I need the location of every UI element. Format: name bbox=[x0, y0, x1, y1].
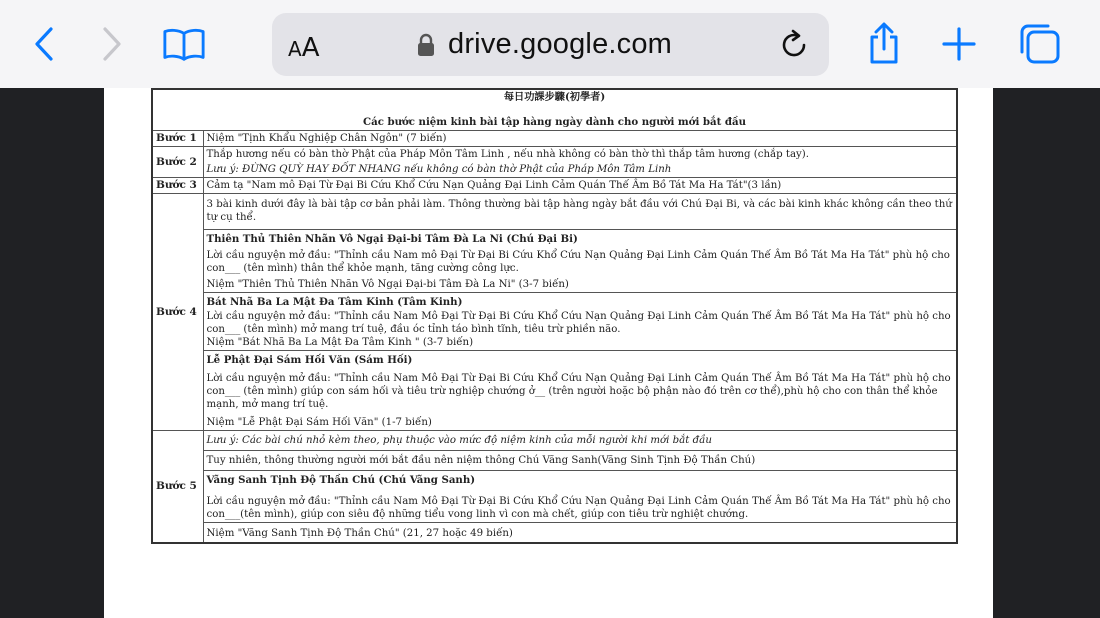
table-row bbox=[152, 147, 957, 178]
tabs-icon[interactable] bbox=[1018, 22, 1062, 66]
share-icon[interactable] bbox=[862, 22, 906, 66]
sutra-title: Thiên Thủ Thiên Nhãn Vô Ngại Đại-bi Tâm Đà La Ni (Chú Đại Bi) bbox=[206, 233, 578, 245]
back-chevron-icon[interactable] bbox=[22, 22, 66, 66]
title-vietnamese: Các bước niệm kinh bài tập hàng ngày dành cho người mới bắt đầu bbox=[152, 115, 957, 131]
sutra-recite: Niệm "Thiên Thủ Thiên Nhãn Vô Ngại Đại-bi Tâm Đà La Ni" (3-7 biến) bbox=[206, 279, 569, 290]
address-bar[interactable] bbox=[272, 13, 829, 76]
bookmarks-book-icon[interactable] bbox=[162, 22, 206, 66]
step-text: Cảm tạ "Nam mô Đại Từ Đại Bi Cứu Khổ Cứu Nạn Quảng Đại Linh Cảm Quán Thế Âm Bồ Tát Ma Ha Tát"(3 lần) bbox=[203, 178, 957, 194]
browser-toolbar bbox=[0, 0, 1100, 88]
sutra-title: Bát Nhã Ba La Mật Đa Tâm Kinh (Tâm Kinh) bbox=[206, 296, 463, 308]
sutra-prayer: Lời cầu nguyện mở đầu: "Thỉnh cầu Nam mô Đại Từ Đại Bi Cứu Khổ Cứu Nạn Quảng Đại Linh Cảm Quán Thế Âm Bồ Tát Ma Ha Tát" phù hộ cho con___ (tên mình) thân thể khỏe mạnh, tăng cường công lực. bbox=[206, 250, 950, 274]
table-row bbox=[152, 293, 957, 351]
sutra-prayer: Lời cầu nguyện mở đầu: "Thỉnh cầu Nam Mô Đại Từ Đại Bi Cứu Khổ Cứu Nạn Quảng Đại Linh Cảm Quán Thế Âm Bồ Tát Ma Ha Tát" phù hộ cho con___(tên mình), giúp con siêu độ những tiểu vong linh vì con mà chết, giúp con tiêu trừ nghiệt chướng. bbox=[206, 496, 951, 520]
table-row bbox=[152, 178, 957, 194]
sutra-title: Vãng Sanh Tịnh Độ Thần Chú (Chú Vãng Sanh) bbox=[206, 474, 476, 486]
sutra-recite: Niệm "Bát Nhã Ba La Mật Đa Tâm Kinh " (3-7 biến) bbox=[206, 337, 474, 348]
table-row bbox=[152, 131, 957, 147]
step-label: Bước 3 bbox=[152, 178, 203, 194]
table-row bbox=[152, 230, 957, 293]
sutra-block bbox=[203, 230, 957, 293]
lock-icon bbox=[416, 33, 436, 57]
url-text: drive.google.com bbox=[448, 28, 673, 60]
table-row bbox=[152, 351, 957, 431]
sutra-recite: Niệm "Vãng Sanh Tịnh Độ Thần Chú" (21, 27 hoặc 49 biến) bbox=[203, 523, 957, 544]
new-tab-plus-icon[interactable] bbox=[937, 22, 981, 66]
step-text: Niệm "Tịnh Khẩu Nghiệp Chân Ngôn" (7 biến) bbox=[203, 131, 957, 147]
table-row bbox=[152, 431, 957, 451]
step-intro: 3 bài kinh dưới đây là bài tập cơ bản phải làm. Thông thường bài tập hàng ngày bắt đầu với Chú Đại Bi, và các bài kinh khác không cần theo thứ tự cụ thể. bbox=[203, 194, 957, 230]
reload-icon[interactable] bbox=[776, 27, 812, 63]
step-content bbox=[203, 147, 957, 178]
reader-options-button[interactable]: A A bbox=[288, 33, 320, 63]
step-note: Lưu ý: Các bài chú nhỏ kèm theo, phụ thuộc vào mức độ niệm kinh của mỗi người khi mới bắt đầu bbox=[203, 431, 957, 451]
table-row bbox=[152, 471, 957, 523]
document-page bbox=[104, 88, 993, 618]
step-label: Bước 4 bbox=[152, 194, 203, 431]
step-label: Bước 1 bbox=[152, 131, 203, 147]
sutra-title: Lễ Phật Đại Sám Hối Văn (Sám Hối) bbox=[206, 354, 413, 366]
sutra-block bbox=[203, 351, 957, 431]
table-row bbox=[152, 194, 957, 230]
step-label: Bước 5 bbox=[152, 431, 203, 544]
practice-steps-table bbox=[151, 88, 958, 544]
sutra-prayer: Lời cầu nguyện mở đầu: "Thỉnh cầu Nam Mô Đại Từ Đại Bi Cứu Khổ Cứu Nạn Quảng Đại Linh Cảm Quán Thế Âm Bồ Tát Ma Ha Tát" phù hộ cho con___ (tên mình) mở mang trí tuệ, đầu óc tỉnh táo bình tĩnh, tiêu trừ phiền não. bbox=[206, 311, 951, 335]
sutra-recite: Niệm "Lễ Phật Đại Sám Hối Văn" (1-7 biến) bbox=[206, 417, 432, 428]
title-chinese: 每日功課步驟(初學者) bbox=[152, 89, 957, 115]
sutra-block bbox=[203, 471, 957, 523]
step-note: Lưu ý: ĐỪNG QUỲ HAY ĐỐT NHANG nếu không có bàn thờ Phật của Pháp Môn Tâm Linh bbox=[206, 164, 672, 175]
step-label: Bước 2 bbox=[152, 147, 203, 178]
step-intro: Tuy nhiên, thông thường người mới bắt đầu nên niệm thông Chú Vãng Sanh(Vãng Sinh Tịnh Độ Thần Chú) bbox=[203, 451, 957, 471]
forward-chevron-icon[interactable] bbox=[90, 22, 134, 66]
document-viewer[interactable] bbox=[0, 88, 1100, 618]
table-row bbox=[152, 451, 957, 471]
sutra-prayer: Lời cầu nguyện mở đầu: "Thỉnh cầu Nam Mô Đại Từ Đại Bi Cứu Khổ Cứu Nạn Quảng Đại Linh Cảm Quán Thế Âm Bồ Tát Ma Ha Tát" phù hộ cho con___ (tên mình) giúp con sám hối và tiêu trừ nghiệp chướng ở__ (trên người hoặc bộ phận nào đó trên cơ thể),phù hộ cho con thân thể khỏe mạnh, mở mang trí tuệ. bbox=[206, 373, 951, 410]
step-text: Thắp hương nếu có bàn thờ Phật của Pháp Môn Tâm Linh , nếu nhà không có bàn thờ thì thắp tâm hương (chắp tay). bbox=[206, 149, 809, 160]
sutra-block bbox=[203, 293, 957, 351]
table-row bbox=[152, 523, 957, 544]
url-display[interactable] bbox=[416, 13, 672, 76]
